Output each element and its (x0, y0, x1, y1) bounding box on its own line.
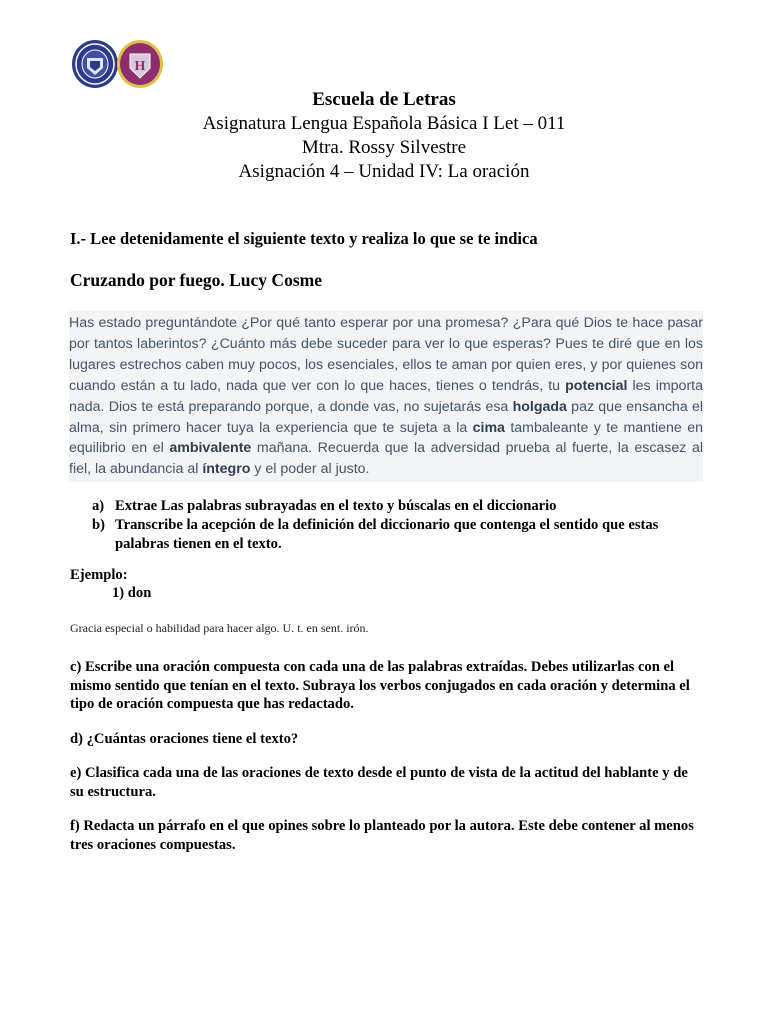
highlighted-word: potencial (565, 377, 628, 394)
passage-text: Has estado preguntándote ¿Por qué tanto esperar por una promesa? ¿Para qué Dios te hace pasar por tantos laberintos? ¿Cuánto más debe suceder para ver lo que esperas? Pues te diré que en los lugares estrechos caben muy pocos, los esenciales, ellos te aman por quien eres, y por quienes son cuando están a tu lado, nada que ver con lo que haces, tienes o tendrás, tu (69, 315, 703, 394)
example-label: Ejemplo: (70, 567, 128, 583)
section-title: I.- Lee detenidamente el siguiente texto y realiza lo que se te indica (70, 229, 538, 248)
document-header (0, 88, 768, 184)
reading-passage (69, 311, 703, 482)
logos (70, 38, 165, 90)
highlighted-word: cima (472, 419, 505, 436)
university-seal-logo (70, 38, 120, 90)
faculty-seal-logo (115, 38, 165, 90)
question-item: e) Clasifica cada una de las oraciones de texto desde el punto de vista de la actitud del hablante y de su estructura. (70, 765, 688, 800)
example-item: 1) don (112, 585, 152, 601)
task-item (70, 516, 710, 554)
highlighted-word: ambivalente (169, 440, 252, 457)
highlighted-word: íntegro (202, 461, 251, 478)
example-block (70, 566, 151, 602)
passage-text: les importa nada. Dios te está preparando porque, a donde vas, no sujetarás esa (69, 377, 704, 415)
teacher-line: Mtra. Rossy Silvestre (301, 137, 467, 158)
task-letter: b) (92, 517, 105, 533)
task-item (70, 497, 710, 516)
school-name: Escuela de Letras (312, 89, 456, 110)
passage-text: tambaleante y te mantiene en equilibrio en el (69, 419, 703, 457)
text-title: Cruzando por fuego. Lucy Cosme (70, 270, 322, 290)
task-letter: a) (92, 498, 105, 514)
task-text: Transcribe la acepción de la definición del diccionario que contenga el sentido que estas palabras tienen en el texto. (115, 517, 659, 552)
question-list (70, 658, 704, 870)
svg-text:H: H (134, 59, 146, 74)
question-item: c) Escribe una oración compuesta con cada una de las palabras extraídas. Debes utilizarlas con el mismo sentido que tenían en el texto. Subraya los verbos conjugados en cada oración y determina el tipo de oración compuesta que has redactado. (70, 659, 690, 712)
question-item: d) ¿Cuántas oraciones tiene el texto? (70, 730, 299, 747)
passage-text: y el poder al justo. (250, 461, 370, 478)
assignment-line: Asignación 4 – Unidad IV: La oración (238, 161, 530, 182)
passage-text: mañana. Recuerda que la adversidad prueba al fuerte, la escasez al fiel, la abundancia al (69, 440, 703, 478)
highlighted-word: holgada (512, 398, 567, 415)
subject-line: Asignatura Lengua Española Básica I Let – 011 (202, 113, 566, 134)
example-definition: Gracia especial o habilidad para hacer algo. U. t. en sent. irón. (70, 621, 369, 635)
passage-text: paz que ensancha el alma, sin primero hacer tuya la experiencia que te sujeta a la (69, 398, 703, 436)
task-list (70, 497, 710, 554)
task-text: Extrae Las palabras subrayadas en el texto y búscalas en el diccionario (115, 498, 557, 514)
question-item: f) Redacta un párrafo en el que opines sobre lo planteado por la autora. Este debe contener al menos tres oraciones compuestas. (70, 818, 694, 853)
